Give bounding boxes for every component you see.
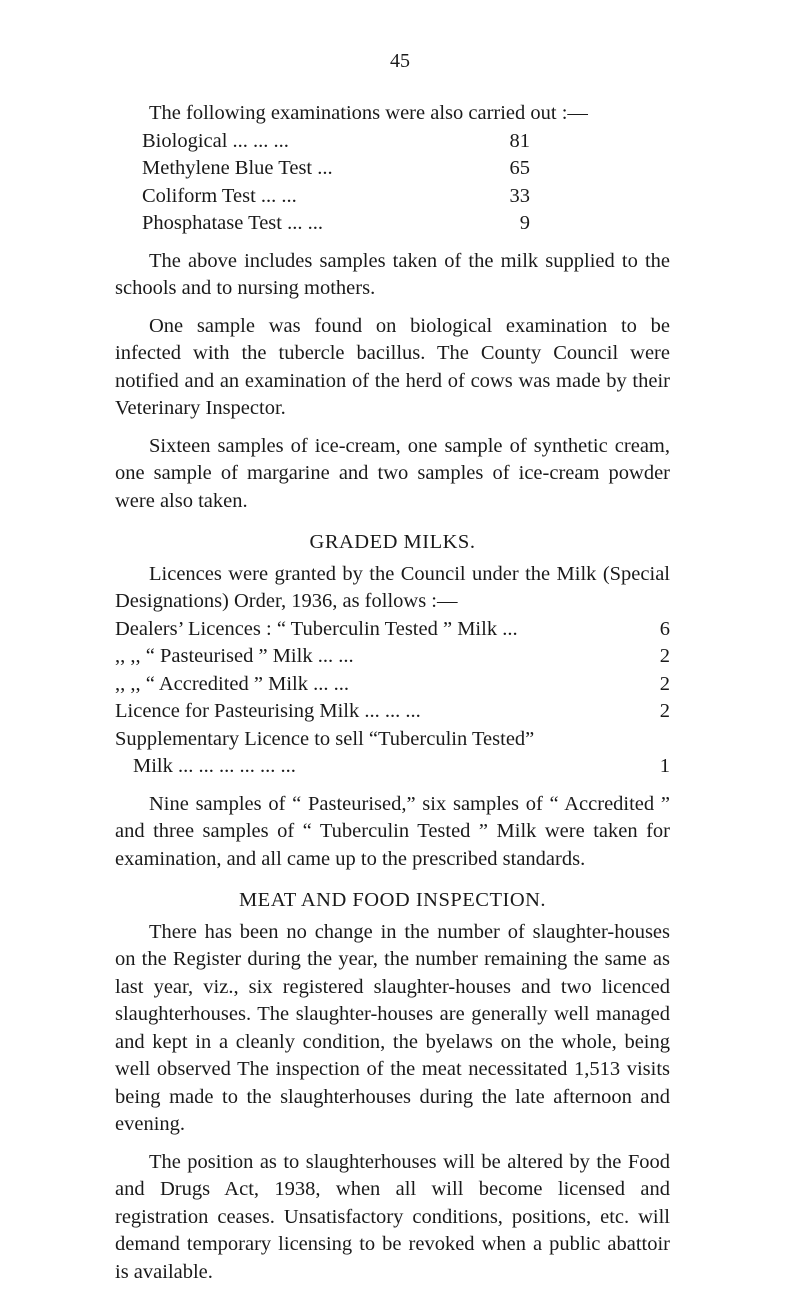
examination-count: 9 [519,212,530,234]
slaughterhouses-paragraph: There has been no change in the number of slaughter-houses on the Register during the year, the number remaining the same as last year, viz., six registered slaughter-houses and two licenced slaughterhouses. The slaughter-houses are generally well managed and kept in a cleanly condition, the byelaws on the whole, being well observed The inspection of the meat necessitated 1,513 visits being made to the slaughterhouses during the late afternoon and evening. [115,920,670,1135]
licence-count: 2 [659,700,670,722]
licence-count: 2 [659,645,670,667]
licence-label: Dealers’ Licences : “ Tuberculin Tested ” Milk ... [115,617,518,640]
licence-row [115,698,670,726]
examinations-intro: The following examinations were also carried out :— [149,102,588,124]
examination-count: 65 [509,157,530,179]
graded-milks-heading: GRADED MILKS. [309,531,476,553]
examination-row [142,183,530,211]
licence-label: Milk ... ... ... ... ... ... [133,755,296,777]
licence-count: 1 [659,755,670,777]
licence-label: ,, ,, “ Pasteurised ” Milk ... ... [115,645,354,667]
examination-label: Coliform Test ... ... [142,184,297,207]
licence-count: 2 [659,672,670,695]
examination-count: 81 [509,129,530,152]
examination-row [142,128,530,156]
licences-intro: Licences were granted by the Council under the Milk (Special Designations) Order, 1936, as follows :— [115,562,670,612]
licence-row [115,671,670,699]
page-number: 45 [390,50,410,72]
licence-row [115,616,670,644]
examinations-list [115,128,530,238]
examination-row [142,155,530,183]
licence-row [115,643,670,671]
examination-label: Phosphatase Test ... ... [142,212,323,234]
examination-label: Methylene Blue Test ... [142,157,333,179]
licence-label: Licence for Pasteurising Milk ... ... ... [115,700,421,722]
examination-row [142,210,530,238]
licence-count: 6 [659,617,670,640]
food-drugs-act-paragraph: The position as to slaughterhouses will be altered by the Food and Drugs Act, 1938, when all will become licensed and registration ceases. Unsatisfactory conditions, positions, etc. will demand temporary licensing to be revoked when a public abattoir is available. [115,1150,670,1283]
graded-samples-paragraph: Nine samples of “ Pasteurised,” six samples of “ Accredited ” and three samples of “ Tuberculin Tested ” Milk were taken for examination, and all came up to the prescribed standards. [115,792,670,870]
tubercle-paragraph: One sample was found on biological examination to be infected with the tubercle bacillus. The County Council were notified and an examination of the herd of cows was made by their Veterinary Inspector. [115,314,670,419]
samples-paragraph: The above includes samples taken of the milk supplied to the schools and to nursing mothers. [115,249,670,299]
licence-label: ,, ,, “ Accredited ” Milk ... ... [115,672,349,695]
meat-food-heading: MEAT AND FOOD INSPECTION. [238,889,547,911]
ice-cream-paragraph: Sixteen samples of ice-cream, one sample of synthetic cream, one sample of margarine and two samples of ice-cream powder were also taken. [115,434,670,512]
licence-row [115,753,670,781]
licences-list [115,616,670,781]
examination-count: 33 [509,184,530,207]
page-body [115,100,670,1286]
supplementary-licence-line: Supplementary Licence to sell “Tuberculin Tested” [115,727,535,750]
examination-label: Biological ... ... ... [142,129,289,152]
